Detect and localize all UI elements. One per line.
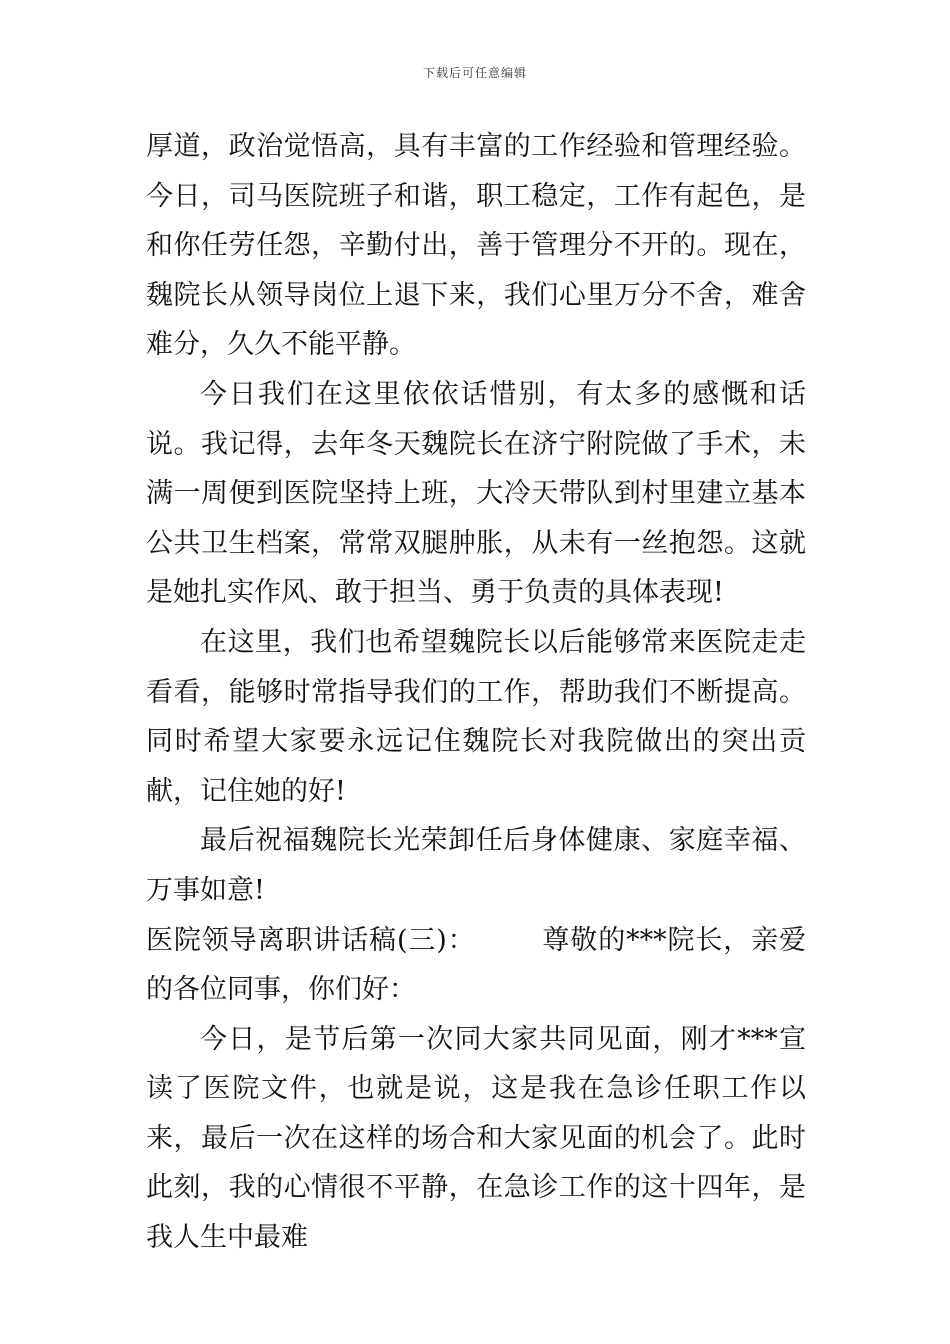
- paragraph-speech-opening: 今日，是节后第一次同大家共同见面，刚才***宣读了医院文件，也就是说，这是我在急诊任职工作以来，最后一次在这样的场合和大家见面的机会了。此时此刻，我的心情很不平静，在急诊工作的这十四年，是我人生中最难: [146, 1023, 806, 1254]
- page-header-note: 下载后可任意编辑: [422, 66, 527, 80]
- section-greeting: 尊敬的***院长，亲爱的各位同事，你们好：: [146, 924, 806, 1006]
- paragraph-continuation: 厚道，政治觉悟高，具有丰富的工作经验和管理经验。今日，司马医院班子和谐，职工稳定，工作有起色，是和你任劳任怨，辛勤付出，善于管理分不开的。现在，魏院长从领导岗位上退下来，我们心里万分不舍，难舍难分，久久不能平静。: [146, 131, 806, 361]
- section-heading-line: [146, 916, 806, 1015]
- paragraph-farewell: 今日我们在这里依依话惜别，有太多的感慨和话说。我记得，去年冬天魏院长在济宁附院做了手术，未满一周便到医院坚持上班，大冷天带队到村里建立基本公共卫生档案，常常双腿肿胀，从未有一丝抱怨。这就是她扎实作风、敢于担当、勇于负责的具体表现!: [146, 378, 806, 609]
- section-title: 医院领导离职讲话稿(三)：: [146, 924, 476, 956]
- document-body: [146, 122, 806, 1263]
- paragraph-wishes: 在这里，我们也希望魏院长以后能够常来医院走走看看，能够时常指导我们的工作，帮助我们不断提高。同时希望大家要永远记住魏院长对我院做出的突出贡献，记住她的好!: [146, 626, 806, 807]
- paragraph-blessing: 最后祝福魏院长光荣卸任后身体健康、家庭幸福、万事如意!: [146, 825, 806, 906]
